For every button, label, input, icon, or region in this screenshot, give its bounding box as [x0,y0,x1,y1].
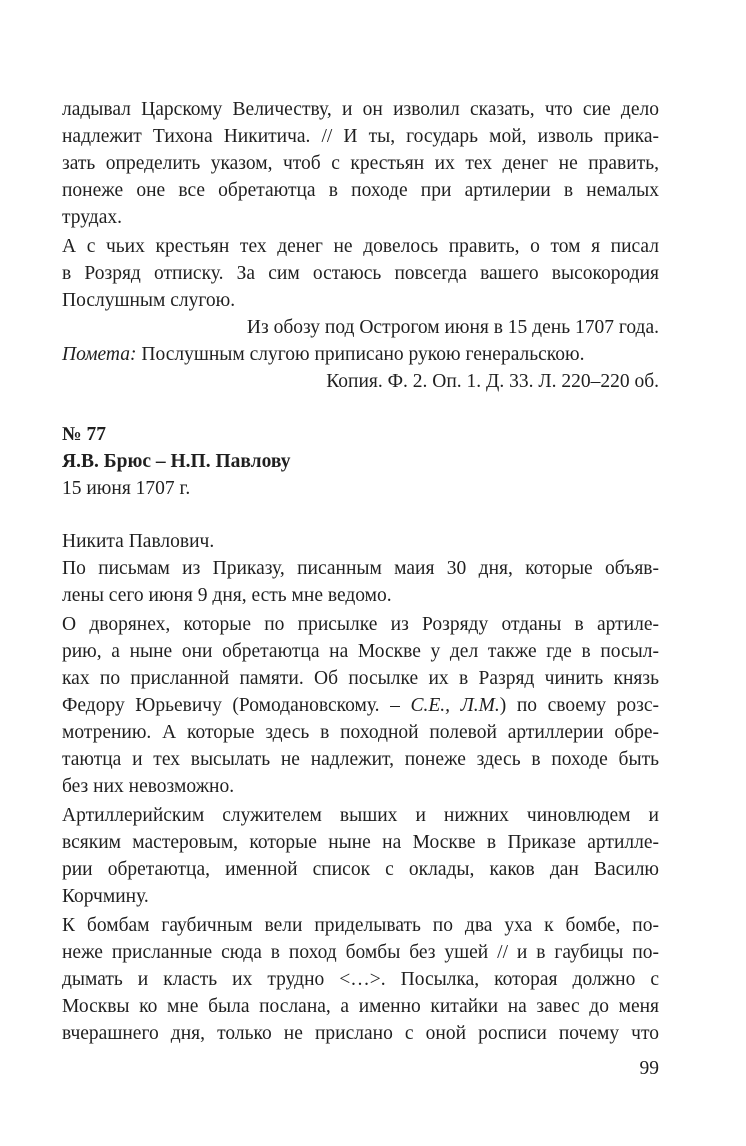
text-line: надлежит Тихона Никитича. // И ты, государь мой, изволь прика- [62,126,659,147]
text-line: По письмам из Приказу, писанным маия 30 дня, которые объяв- [62,558,659,579]
editor-initials: С.Е., Л.М. [410,695,500,716]
text-line: трудах. [62,207,122,228]
text-line: всяким мастеровым, которые ныне на Москве в Приказе артилле- [62,832,659,853]
text-line: неже присланные сюда в поход бомбы без ушей // и в гаубицы по- [62,942,659,963]
text-line: Послушным слугою. [62,290,236,311]
text-line: дымать и класть их трудно <…>. Посылка, которая должно с [62,969,659,990]
text-line: в Розряд отписку. За сим остаюсь повсегда вашего высокородия [62,263,659,284]
text-fragment: ) по своему розс- [499,695,659,716]
text-line: зать определить указом, чтоб с крестьян их тех денег не править, [62,153,659,174]
archive-reference: Копия. Ф. 2. Оп. 1. Д. 33. Л. 220–220 об. [326,371,659,392]
text-line: ках по присланной памяти. Об посылке их в Разряд чинить князь [62,668,659,689]
text-line: мотрению. А которые здесь в походной полевой артиллерии обре- [62,722,659,743]
text-line: без них невозможно. [62,776,235,797]
document-number: № 77 [62,424,106,445]
text-line: Корчмину. [62,886,149,907]
text-line: Артиллерийским служителем выших и нижних чиновлюдем и [62,805,659,826]
text-line: Москвы ко мне была послана, а именно китайки на завес до меня [62,996,659,1017]
greeting: Никита Павлович. [62,531,215,552]
text-line: К бомбам гаубичным вели приделывать по два уха к бомбе, по- [62,915,659,936]
text-fragment: Федору Юрьевичу (Ромодановскому. – [62,695,411,716]
note-label: Помета: [62,344,137,365]
text-line: вчерашнего дня, только не прислано с оной росписи почему что [62,1023,659,1044]
document-header: Я.В. Брюс – Н.П. Павлову [62,451,291,472]
text-line: таютца и тех высылать не надлежит, понеже здесь в походе быть [62,749,659,770]
note-line [62,341,659,368]
text-line: А с чьих крестьян тех денег не довелось править, о том я писал [62,236,659,257]
place-date-line: Из обозу под Острогом июня в 15 день 1707 года. [246,317,659,338]
text-line: лены сего июня 9 дня, есть мне ведомо. [62,585,392,606]
page-number: 99 [639,1058,659,1079]
text-line: рию, а ныне они обретаютца на Москве у дел также где в посыл- [62,641,659,662]
text-line: О дворянех, которые по присылке из Розряду отданы в артиле- [62,614,659,635]
note-text: Послушным слугою приписано рукою генеральскою. [136,344,585,365]
text-line [62,692,659,719]
text-line: рии обретаютца, именной список с оклады, каков дан Василю [62,859,659,880]
document-date: 15 июня 1707 г. [62,478,191,499]
text-line: понеже оне все обретаютца в походе при артилерии в немалых [62,180,659,201]
text-line: ладывал Царскому Величеству, и он изволил сказать, что сие дело [62,99,659,120]
